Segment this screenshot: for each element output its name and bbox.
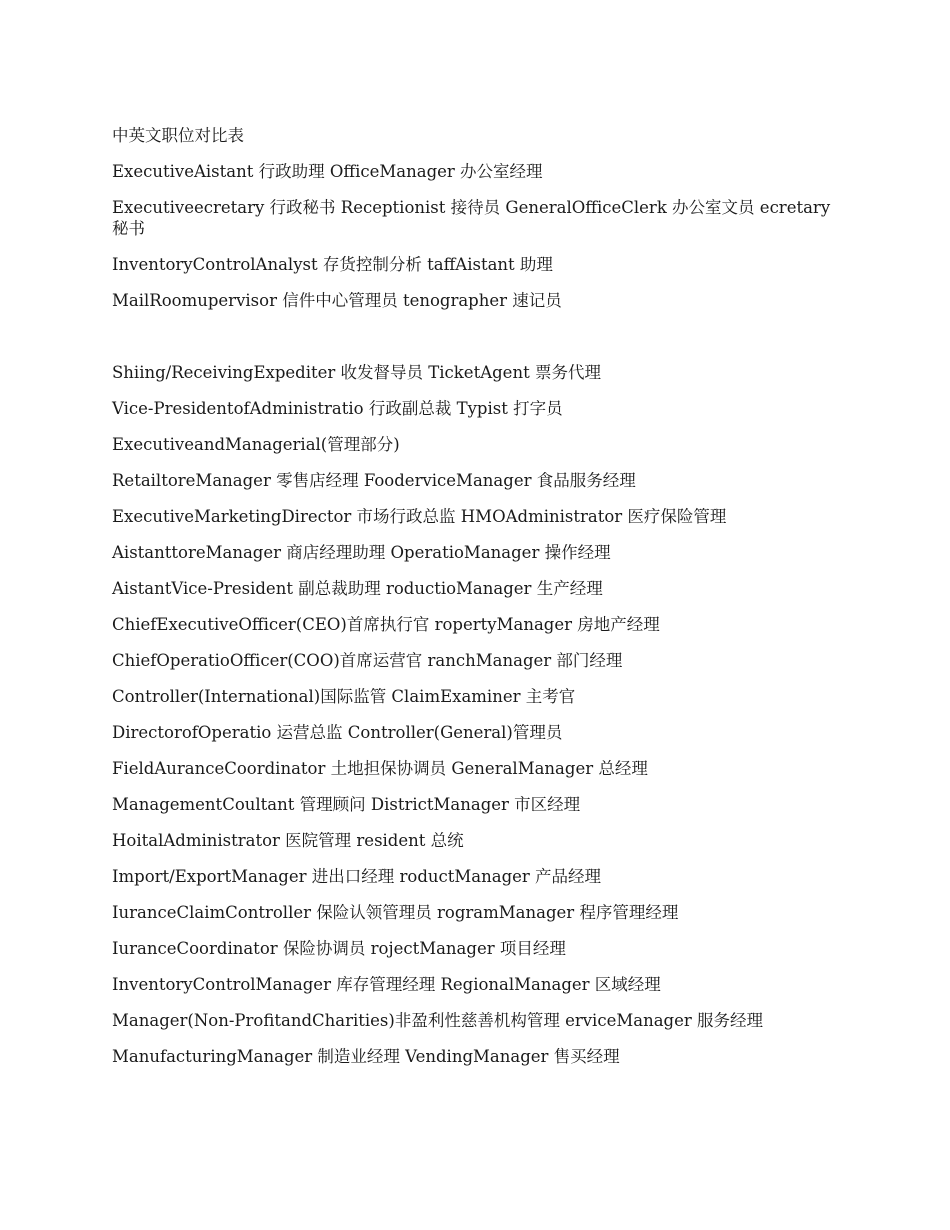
paragraph: ExecutiveAistant 行政助理 OfficeManager 办公室经理	[112, 162, 543, 181]
paragraph: ManufacturingManager 制造业经理 VendingManager 售买经理	[112, 1047, 620, 1066]
paragraph: AistanttoreManager 商店经理助理 OperatioManager 操作经理	[112, 543, 611, 562]
paragraph: AistantVice-President 副总裁助理 roductioManager 生产经理	[112, 579, 603, 598]
paragraph: HoitalAdministrator 医院管理 resident 总统	[112, 831, 464, 850]
paragraph: Import/ExportManager 进出口经理 roductManager 产品经理	[112, 867, 602, 886]
paragraph: FieldAuranceCoordinator 土地担保协调员 GeneralManager 总经理	[112, 759, 648, 778]
paragraph: ExecutiveandManagerial(管理部分)	[112, 435, 400, 454]
paragraph: IuranceCoordinator 保险协调员 rojectManager 项目经理	[112, 939, 566, 958]
paragraph: IuranceClaimController 保险认领管理员 rogramManager 程序管理经理	[112, 903, 679, 922]
paragraph: Controller(International)国际监管 ClaimExaminer 主考官	[112, 687, 576, 706]
paragraph: MailRoomupervisor 信件中心管理员 tenographer 速记员	[112, 291, 562, 310]
paragraph: ChiefOperatioOfficer(COO)首席运营官 ranchManager 部门经理	[112, 651, 623, 670]
paragraph: RetailtoreManager 零售店经理 FooderviceManager 食品服务经理	[112, 471, 636, 490]
paragraph: InventoryControlManager 库存管理经理 RegionalManager 区域经理	[112, 975, 661, 994]
paragraph: Executiveecretary 行政秘书 Receptionist 接待员 GeneralOfficeClerk 办公室文员 ecretary 秘书	[112, 198, 831, 238]
paragraph: Shiing/ReceivingExpediter 收发督导员 TicketAgent 票务代理	[112, 363, 601, 382]
paragraph: Manager(Non-ProfitandCharities)非盈利性慈善机构管理 erviceManager 服务经理	[112, 1011, 763, 1030]
paragraph: ManagementCoultant 管理顾问 DistrictManager 市区经理	[112, 795, 581, 814]
paragraph: InventoryControlAnalyst 存货控制分析 taffAistant 助理	[112, 255, 553, 274]
paragraph: ExecutiveMarketingDirector 市场行政总监 HMOAdministrator 医疗保险管理	[112, 507, 727, 526]
blank-line	[112, 326, 832, 362]
paragraph: DirectorofOperatio 运营总监 Controller(General)管理员	[112, 723, 563, 742]
document-body	[112, 125, 832, 1082]
document-title: 中英文职位对比表	[112, 126, 244, 145]
paragraph: ChiefExecutiveOfficer(CEO)首席执行官 ropertyManager 房地产经理	[112, 615, 660, 634]
paragraph: Vice-PresidentofAdministratio 行政副总裁 Typist 打字员	[112, 399, 563, 418]
